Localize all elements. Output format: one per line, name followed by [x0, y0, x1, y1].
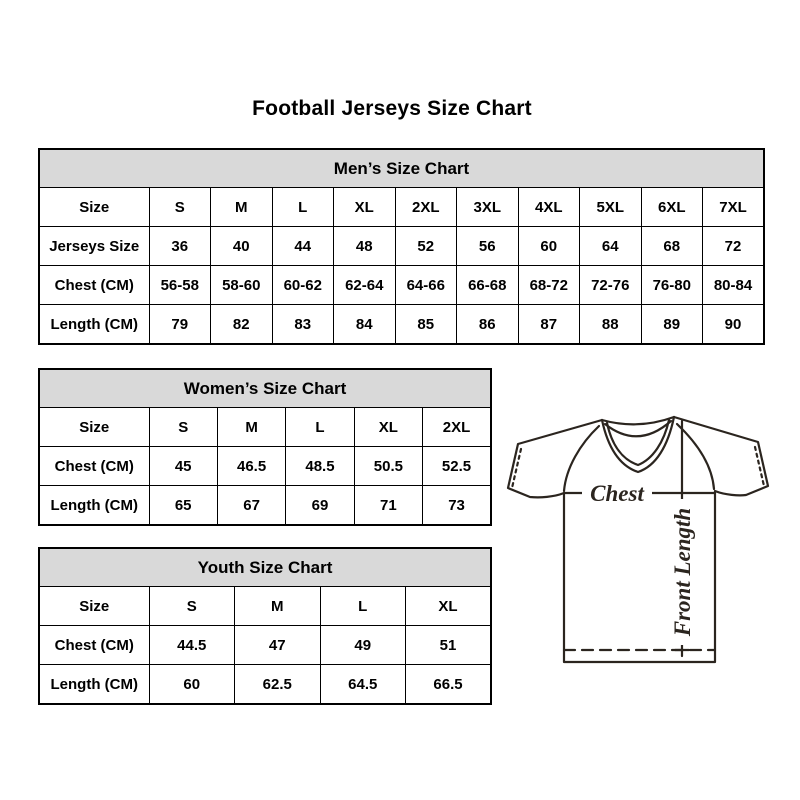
size-cell: XL	[334, 188, 396, 227]
size-cell: 68	[641, 227, 703, 266]
size-cell: 67	[217, 486, 285, 526]
youth-table-header-row	[39, 548, 491, 587]
size-cell: 84	[334, 305, 396, 345]
row-label: Chest (CM)	[39, 447, 149, 486]
size-cell: XL	[406, 587, 492, 626]
size-cell: 62-64	[334, 266, 396, 305]
size-cell: 60	[149, 665, 235, 705]
row-label: Size	[39, 408, 149, 447]
size-cell: 52	[395, 227, 457, 266]
front-length-label: Front Length	[670, 507, 695, 637]
size-cell: M	[217, 408, 285, 447]
size-cell: 48	[334, 227, 396, 266]
womens-size-table	[38, 368, 492, 526]
size-cell: 69	[286, 486, 354, 526]
size-cell: 66.5	[406, 665, 492, 705]
womens-table-title: Women’s Size Chart	[39, 369, 491, 408]
size-cell: 44.5	[149, 626, 235, 665]
size-cell: 83	[272, 305, 334, 345]
row-label: Length (CM)	[39, 486, 149, 526]
size-cell: 86	[457, 305, 519, 345]
row-label: Chest (CM)	[39, 266, 149, 305]
row-label: Size	[39, 587, 149, 626]
size-cell: 64-66	[395, 266, 457, 305]
size-cell: S	[149, 188, 211, 227]
size-cell: 48.5	[286, 447, 354, 486]
size-cell: 36	[149, 227, 211, 266]
size-cell: 45	[149, 447, 217, 486]
size-cell: 65	[149, 486, 217, 526]
page-title: Football Jerseys Size Chart	[252, 97, 532, 120]
womens-table-header-row	[39, 369, 491, 408]
jersey-measurement-diagram	[504, 400, 772, 690]
row-label: Length (CM)	[39, 665, 149, 705]
size-cell: 64	[580, 227, 642, 266]
mens-table-header-row	[39, 149, 764, 188]
size-cell: S	[149, 408, 217, 447]
mens-table-title: Men’s Size Chart	[39, 149, 764, 188]
size-cell: 85	[395, 305, 457, 345]
size-cell: 47	[235, 626, 321, 665]
size-cell: XL	[354, 408, 422, 447]
jersey-outline	[508, 417, 768, 662]
size-cell: 72	[703, 227, 765, 266]
size-cell: 82	[211, 305, 273, 345]
size-cell: 6XL	[641, 188, 703, 227]
front-length-label-group	[668, 499, 696, 645]
size-cell: M	[211, 188, 273, 227]
collar-back-edge	[602, 417, 674, 424]
size-cell: 68-72	[518, 266, 580, 305]
youth-size-table	[38, 547, 492, 705]
size-cell: 60-62	[272, 266, 334, 305]
size-cell: 79	[149, 305, 211, 345]
size-cell: 46.5	[217, 447, 285, 486]
size-cell: 87	[518, 305, 580, 345]
size-cell: 2XL	[395, 188, 457, 227]
row-label: Length (CM)	[39, 305, 149, 345]
table-row	[39, 227, 764, 266]
size-cell: 52.5	[423, 447, 491, 486]
row-label: Size	[39, 188, 149, 227]
table-row	[39, 305, 764, 345]
size-cell: 60	[518, 227, 580, 266]
size-cell: L	[320, 587, 406, 626]
table-row	[39, 486, 491, 526]
size-cell: 56	[457, 227, 519, 266]
size-cell: S	[149, 587, 235, 626]
size-cell: 50.5	[354, 447, 422, 486]
size-cell: 56-58	[149, 266, 211, 305]
table-row	[39, 188, 764, 227]
table-row	[39, 408, 491, 447]
size-cell: 58-60	[211, 266, 273, 305]
row-label: Jerseys Size	[39, 227, 149, 266]
size-cell: 3XL	[457, 188, 519, 227]
collar-v-inner	[607, 420, 669, 465]
size-cell: L	[272, 188, 334, 227]
table-row	[39, 447, 491, 486]
size-cell: 49	[320, 626, 406, 665]
size-cell: 71	[354, 486, 422, 526]
size-cell: 7XL	[703, 188, 765, 227]
row-label: Chest (CM)	[39, 626, 149, 665]
youth-table-title: Youth Size Chart	[39, 548, 491, 587]
size-cell: 4XL	[518, 188, 580, 227]
table-row	[39, 587, 491, 626]
size-cell: 88	[580, 305, 642, 345]
size-cell: 90	[703, 305, 765, 345]
table-row	[39, 626, 491, 665]
size-cell: 64.5	[320, 665, 406, 705]
size-cell: 72-76	[580, 266, 642, 305]
size-cell: 80-84	[703, 266, 765, 305]
size-cell: 89	[641, 305, 703, 345]
jersey-diagram-svg	[504, 400, 772, 690]
size-cell: 76-80	[641, 266, 703, 305]
chest-label: Chest	[590, 481, 644, 506]
table-row	[39, 266, 764, 305]
size-cell: 62.5	[235, 665, 321, 705]
size-cell: 40	[211, 227, 273, 266]
mens-size-table	[38, 148, 765, 345]
size-cell: 51	[406, 626, 492, 665]
size-cell: 2XL	[423, 408, 491, 447]
size-cell: 73	[423, 486, 491, 526]
table-row	[39, 665, 491, 705]
size-cell: L	[286, 408, 354, 447]
size-cell: 66-68	[457, 266, 519, 305]
size-cell: 44	[272, 227, 334, 266]
chest-label-group	[582, 479, 652, 506]
size-cell: M	[235, 587, 321, 626]
size-cell: 5XL	[580, 188, 642, 227]
